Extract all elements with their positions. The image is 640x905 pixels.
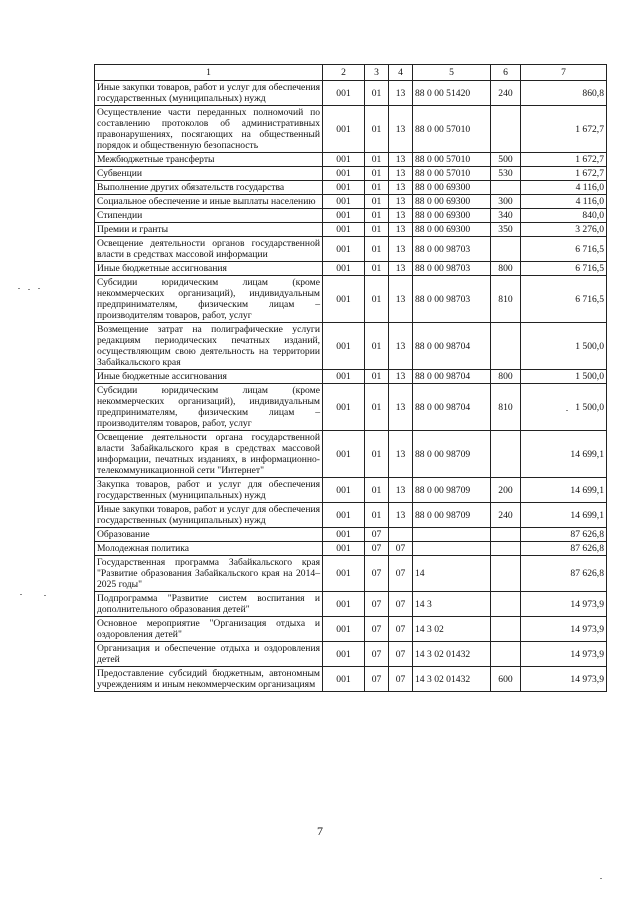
ministry-code-cell: 001	[323, 478, 365, 503]
ministry-code-cell: 001	[323, 237, 365, 262]
row-name-cell: Иные бюджетные ассигнования	[95, 370, 323, 384]
target-article-cell: 88 0 00 98709	[413, 478, 491, 503]
table-row	[95, 370, 607, 384]
amount-cell: 1 672,7	[521, 153, 607, 167]
subsection-code-cell: 13	[389, 106, 413, 153]
row-name-cell: Подпрограмма "Развитие систем воспитания и дополнительного образования детей"	[95, 592, 323, 617]
ministry-code-cell: 001	[323, 370, 365, 384]
table-body	[95, 81, 607, 692]
expense-type-cell	[491, 323, 521, 370]
target-article-cell: 14 3 02	[413, 617, 491, 642]
expense-type-cell	[491, 592, 521, 617]
amount-cell: 14 699,1	[521, 431, 607, 478]
row-name-cell: Организация и обеспечение отдыха и оздоровления детей	[95, 642, 323, 667]
amount-cell: 14 973,9	[521, 642, 607, 667]
expense-type-cell: 500	[491, 153, 521, 167]
amount-cell: 860,8	[521, 81, 607, 106]
section-code-cell: 07	[365, 592, 389, 617]
table-row	[95, 323, 607, 370]
ministry-code-cell: 001	[323, 431, 365, 478]
section-code-cell: 01	[365, 106, 389, 153]
subsection-code-cell: 13	[389, 276, 413, 323]
expense-type-cell: 340	[491, 209, 521, 223]
subsection-code-cell: 07	[389, 617, 413, 642]
subsection-code-cell: 07	[389, 542, 413, 556]
ministry-code-cell: 001	[323, 617, 365, 642]
ministry-code-cell: 001	[323, 223, 365, 237]
ministry-code-cell: 001	[323, 556, 365, 592]
section-code-cell: 01	[365, 195, 389, 209]
amount-cell: 3 276,0	[521, 223, 607, 237]
row-name-cell: Молодежная политика	[95, 542, 323, 556]
section-code-cell: 01	[365, 478, 389, 503]
table-row	[95, 167, 607, 181]
subsection-code-cell: 07	[389, 642, 413, 667]
amount-cell: 4 116,0	[521, 181, 607, 195]
scan-speck	[566, 410, 568, 411]
table-row	[95, 503, 607, 528]
scan-speck	[600, 878, 602, 879]
row-name-cell: Иные закупки товаров, работ и услуг для обеспечения государственных (муниципальных) нужд	[95, 81, 323, 106]
section-code-cell: 01	[365, 431, 389, 478]
column-header: 4	[389, 65, 413, 81]
expense-type-cell	[491, 237, 521, 262]
subsection-code-cell: 07	[389, 592, 413, 617]
row-name-cell: Основное мероприятие "Организация отдыха и оздоровления детей"	[95, 617, 323, 642]
table-row	[95, 592, 607, 617]
target-article-cell: 88 0 00 98704	[413, 370, 491, 384]
section-code-cell: 07	[365, 617, 389, 642]
target-article-cell: 88 0 00 57010	[413, 106, 491, 153]
scan-speck	[38, 288, 40, 289]
amount-cell: 87 626,8	[521, 528, 607, 542]
row-name-cell: Премии и гранты	[95, 223, 323, 237]
ministry-code-cell: 001	[323, 542, 365, 556]
subsection-code-cell: 13	[389, 384, 413, 431]
amount-cell: 840,0	[521, 209, 607, 223]
scan-speck	[20, 594, 22, 595]
amount-cell: 1 672,7	[521, 106, 607, 153]
page-number: 7	[317, 824, 323, 838]
budget-table	[94, 64, 607, 692]
table-row	[95, 153, 607, 167]
subsection-code-cell: 13	[389, 323, 413, 370]
table-header-row	[95, 65, 607, 81]
section-code-cell: 07	[365, 556, 389, 592]
table-row	[95, 478, 607, 503]
target-article-cell: 14 3 02 01432	[413, 642, 491, 667]
subsection-code-cell: 13	[389, 153, 413, 167]
amount-cell: 14 973,9	[521, 592, 607, 617]
table-row	[95, 106, 607, 153]
column-header: 1	[95, 65, 323, 81]
row-name-cell: Осуществление части переданных полномочий по составлению протоколов об административных правонарушениях, посягающих на общественный порядок и общественную безопасность	[95, 106, 323, 153]
target-article-cell: 88 0 00 98703	[413, 262, 491, 276]
section-code-cell: 01	[365, 81, 389, 106]
table-row	[95, 262, 607, 276]
row-name-cell: Иные закупки товаров, работ и услуг для обеспечения государственных (муниципальных) нужд	[95, 503, 323, 528]
ministry-code-cell: 001	[323, 276, 365, 323]
row-name-cell: Субвенции	[95, 167, 323, 181]
table-row	[95, 667, 607, 692]
column-header: 6	[491, 65, 521, 81]
expense-type-cell: 800	[491, 262, 521, 276]
subsection-code-cell: 13	[389, 181, 413, 195]
section-code-cell: 01	[365, 181, 389, 195]
subsection-code-cell: 07	[389, 556, 413, 592]
ministry-code-cell: 001	[323, 503, 365, 528]
amount-cell: 6 716,5	[521, 262, 607, 276]
expense-type-cell: 240	[491, 81, 521, 106]
table-row	[95, 384, 607, 431]
target-article-cell: 14 3	[413, 592, 491, 617]
subsection-code-cell: 13	[389, 195, 413, 209]
table-row	[95, 528, 607, 542]
section-code-cell: 01	[365, 503, 389, 528]
section-code-cell: 01	[365, 323, 389, 370]
scan-speck	[28, 289, 30, 290]
expense-type-cell: 350	[491, 223, 521, 237]
column-header: 2	[323, 65, 365, 81]
subsection-code-cell	[389, 528, 413, 542]
row-name-cell: Образование	[95, 528, 323, 542]
subsection-code-cell: 13	[389, 209, 413, 223]
amount-cell: 4 116,0	[521, 195, 607, 209]
ministry-code-cell: 001	[323, 667, 365, 692]
subsection-code-cell: 13	[389, 167, 413, 181]
ministry-code-cell: 001	[323, 167, 365, 181]
subsection-code-cell: 13	[389, 237, 413, 262]
subsection-code-cell: 07	[389, 667, 413, 692]
target-article-cell: 88 0 00 98709	[413, 503, 491, 528]
amount-cell: 6 716,5	[521, 276, 607, 323]
table-row	[95, 237, 607, 262]
table-row	[95, 556, 607, 592]
ministry-code-cell: 001	[323, 195, 365, 209]
row-name-cell: Стипендии	[95, 209, 323, 223]
section-code-cell: 07	[365, 642, 389, 667]
target-article-cell: 88 0 00 98704	[413, 323, 491, 370]
table-row	[95, 617, 607, 642]
target-article-cell: 88 0 00 69300	[413, 209, 491, 223]
target-article-cell: 88 0 00 98703	[413, 237, 491, 262]
scan-speck	[44, 595, 46, 596]
target-article-cell: 88 0 00 69300	[413, 181, 491, 195]
target-article-cell: 88 0 00 98709	[413, 431, 491, 478]
table-row	[95, 195, 607, 209]
amount-cell: 1 500,0	[521, 323, 607, 370]
target-article-cell: 88 0 00 69300	[413, 195, 491, 209]
target-article-cell: 14 3 02 01432	[413, 667, 491, 692]
amount-cell: 14 699,1	[521, 478, 607, 503]
target-article-cell: 88 0 00 98704	[413, 384, 491, 431]
expense-type-cell: 600	[491, 667, 521, 692]
target-article-cell: 88 0 00 69300	[413, 223, 491, 237]
table-row	[95, 431, 607, 478]
section-code-cell: 01	[365, 276, 389, 323]
table-row	[95, 542, 607, 556]
table-row	[95, 223, 607, 237]
column-header: 5	[413, 65, 491, 81]
expense-type-cell: 530	[491, 167, 521, 181]
ministry-code-cell: 001	[323, 528, 365, 542]
row-name-cell: Предоставление субсидий бюджетным, автономным учреждениям и иным некоммерческим организациям	[95, 667, 323, 692]
expense-type-cell	[491, 528, 521, 542]
row-name-cell: Возмещение затрат на полиграфические услуги редакциям периодических печатных изданий, осуществляющим свою деятельность на территории Забайкальского края	[95, 323, 323, 370]
ministry-code-cell: 001	[323, 642, 365, 667]
table-row	[95, 181, 607, 195]
row-name-cell: Закупка товаров, работ и услуг для обеспечения государственных (муниципальных) нужд	[95, 478, 323, 503]
ministry-code-cell: 001	[323, 592, 365, 617]
expense-type-cell	[491, 106, 521, 153]
ministry-code-cell: 001	[323, 81, 365, 106]
row-name-cell: Межбюджетные трансферты	[95, 153, 323, 167]
row-name-cell: Освещение деятельности органов государственной власти в средствах массовой информации	[95, 237, 323, 262]
section-code-cell: 01	[365, 237, 389, 262]
target-article-cell: 14	[413, 556, 491, 592]
section-code-cell: 01	[365, 384, 389, 431]
ministry-code-cell: 001	[323, 262, 365, 276]
expense-type-cell	[491, 617, 521, 642]
section-code-cell: 01	[365, 370, 389, 384]
expense-type-cell	[491, 181, 521, 195]
target-article-cell	[413, 542, 491, 556]
amount-cell: 14 973,9	[521, 617, 607, 642]
column-header: 7	[521, 65, 607, 81]
amount-cell: 87 626,8	[521, 556, 607, 592]
expense-type-cell	[491, 542, 521, 556]
row-name-cell: Государственная программа Забайкальского края "Развитие образования Забайкальского края на 2014–2025 годы"	[95, 556, 323, 592]
section-code-cell: 07	[365, 542, 389, 556]
target-article-cell: 88 0 00 57010	[413, 167, 491, 181]
expense-type-cell	[491, 556, 521, 592]
subsection-code-cell: 13	[389, 370, 413, 384]
amount-cell: 6 716,5	[521, 237, 607, 262]
row-name-cell: Социальное обеспечение и иные выплаты населению	[95, 195, 323, 209]
ministry-code-cell: 001	[323, 209, 365, 223]
row-name-cell: Освещение деятельности органа государственной власти Забайкальского края в средствах массовой информации, печатных изданиях, в информационно-телекоммуникационной сети "Интернет"	[95, 431, 323, 478]
section-code-cell: 01	[365, 209, 389, 223]
amount-cell: 87 626,8	[521, 542, 607, 556]
ministry-code-cell: 001	[323, 384, 365, 431]
ministry-code-cell: 001	[323, 181, 365, 195]
ministry-code-cell: 001	[323, 323, 365, 370]
target-article-cell: 88 0 00 98703	[413, 276, 491, 323]
section-code-cell: 01	[365, 223, 389, 237]
expense-type-cell: 810	[491, 384, 521, 431]
subsection-code-cell: 13	[389, 81, 413, 106]
section-code-cell: 01	[365, 262, 389, 276]
ministry-code-cell: 001	[323, 106, 365, 153]
table-row	[95, 81, 607, 106]
amount-cell: 14 973,9	[521, 667, 607, 692]
expense-type-cell	[491, 431, 521, 478]
table-row	[95, 276, 607, 323]
target-article-cell	[413, 528, 491, 542]
section-code-cell: 01	[365, 153, 389, 167]
amount-cell: 1 500,0	[521, 384, 607, 431]
row-name-cell: Субсидии юридическим лицам (кроме некоммерческих организаций), индивидуальным предпринимателям, физическим лицам – производителям товаров, работ, услуг	[95, 276, 323, 323]
table-row	[95, 642, 607, 667]
section-code-cell: 07	[365, 528, 389, 542]
amount-cell: 1 672,7	[521, 167, 607, 181]
ministry-code-cell: 001	[323, 153, 365, 167]
subsection-code-cell: 13	[389, 431, 413, 478]
scan-speck	[18, 288, 20, 289]
expense-type-cell	[491, 642, 521, 667]
subsection-code-cell: 13	[389, 503, 413, 528]
expense-type-cell: 300	[491, 195, 521, 209]
expense-type-cell: 200	[491, 478, 521, 503]
row-name-cell: Иные бюджетные ассигнования	[95, 262, 323, 276]
section-code-cell: 01	[365, 167, 389, 181]
subsection-code-cell: 13	[389, 262, 413, 276]
target-article-cell: 88 0 00 57010	[413, 153, 491, 167]
subsection-code-cell: 13	[389, 223, 413, 237]
expense-type-cell: 240	[491, 503, 521, 528]
amount-cell: 1 500,0	[521, 370, 607, 384]
amount-cell: 14 699,1	[521, 503, 607, 528]
subsection-code-cell: 13	[389, 478, 413, 503]
section-code-cell: 07	[365, 667, 389, 692]
row-name-cell: Субсидии юридическим лицам (кроме некоммерческих организаций), индивидуальным предпринимателям, физическим лицам – производителям товаров, работ, услуг	[95, 384, 323, 431]
expense-type-cell: 800	[491, 370, 521, 384]
column-header: 3	[365, 65, 389, 81]
table-row	[95, 209, 607, 223]
row-name-cell: Выполнение других обязательств государства	[95, 181, 323, 195]
expense-type-cell: 810	[491, 276, 521, 323]
target-article-cell: 88 0 00 51420	[413, 81, 491, 106]
